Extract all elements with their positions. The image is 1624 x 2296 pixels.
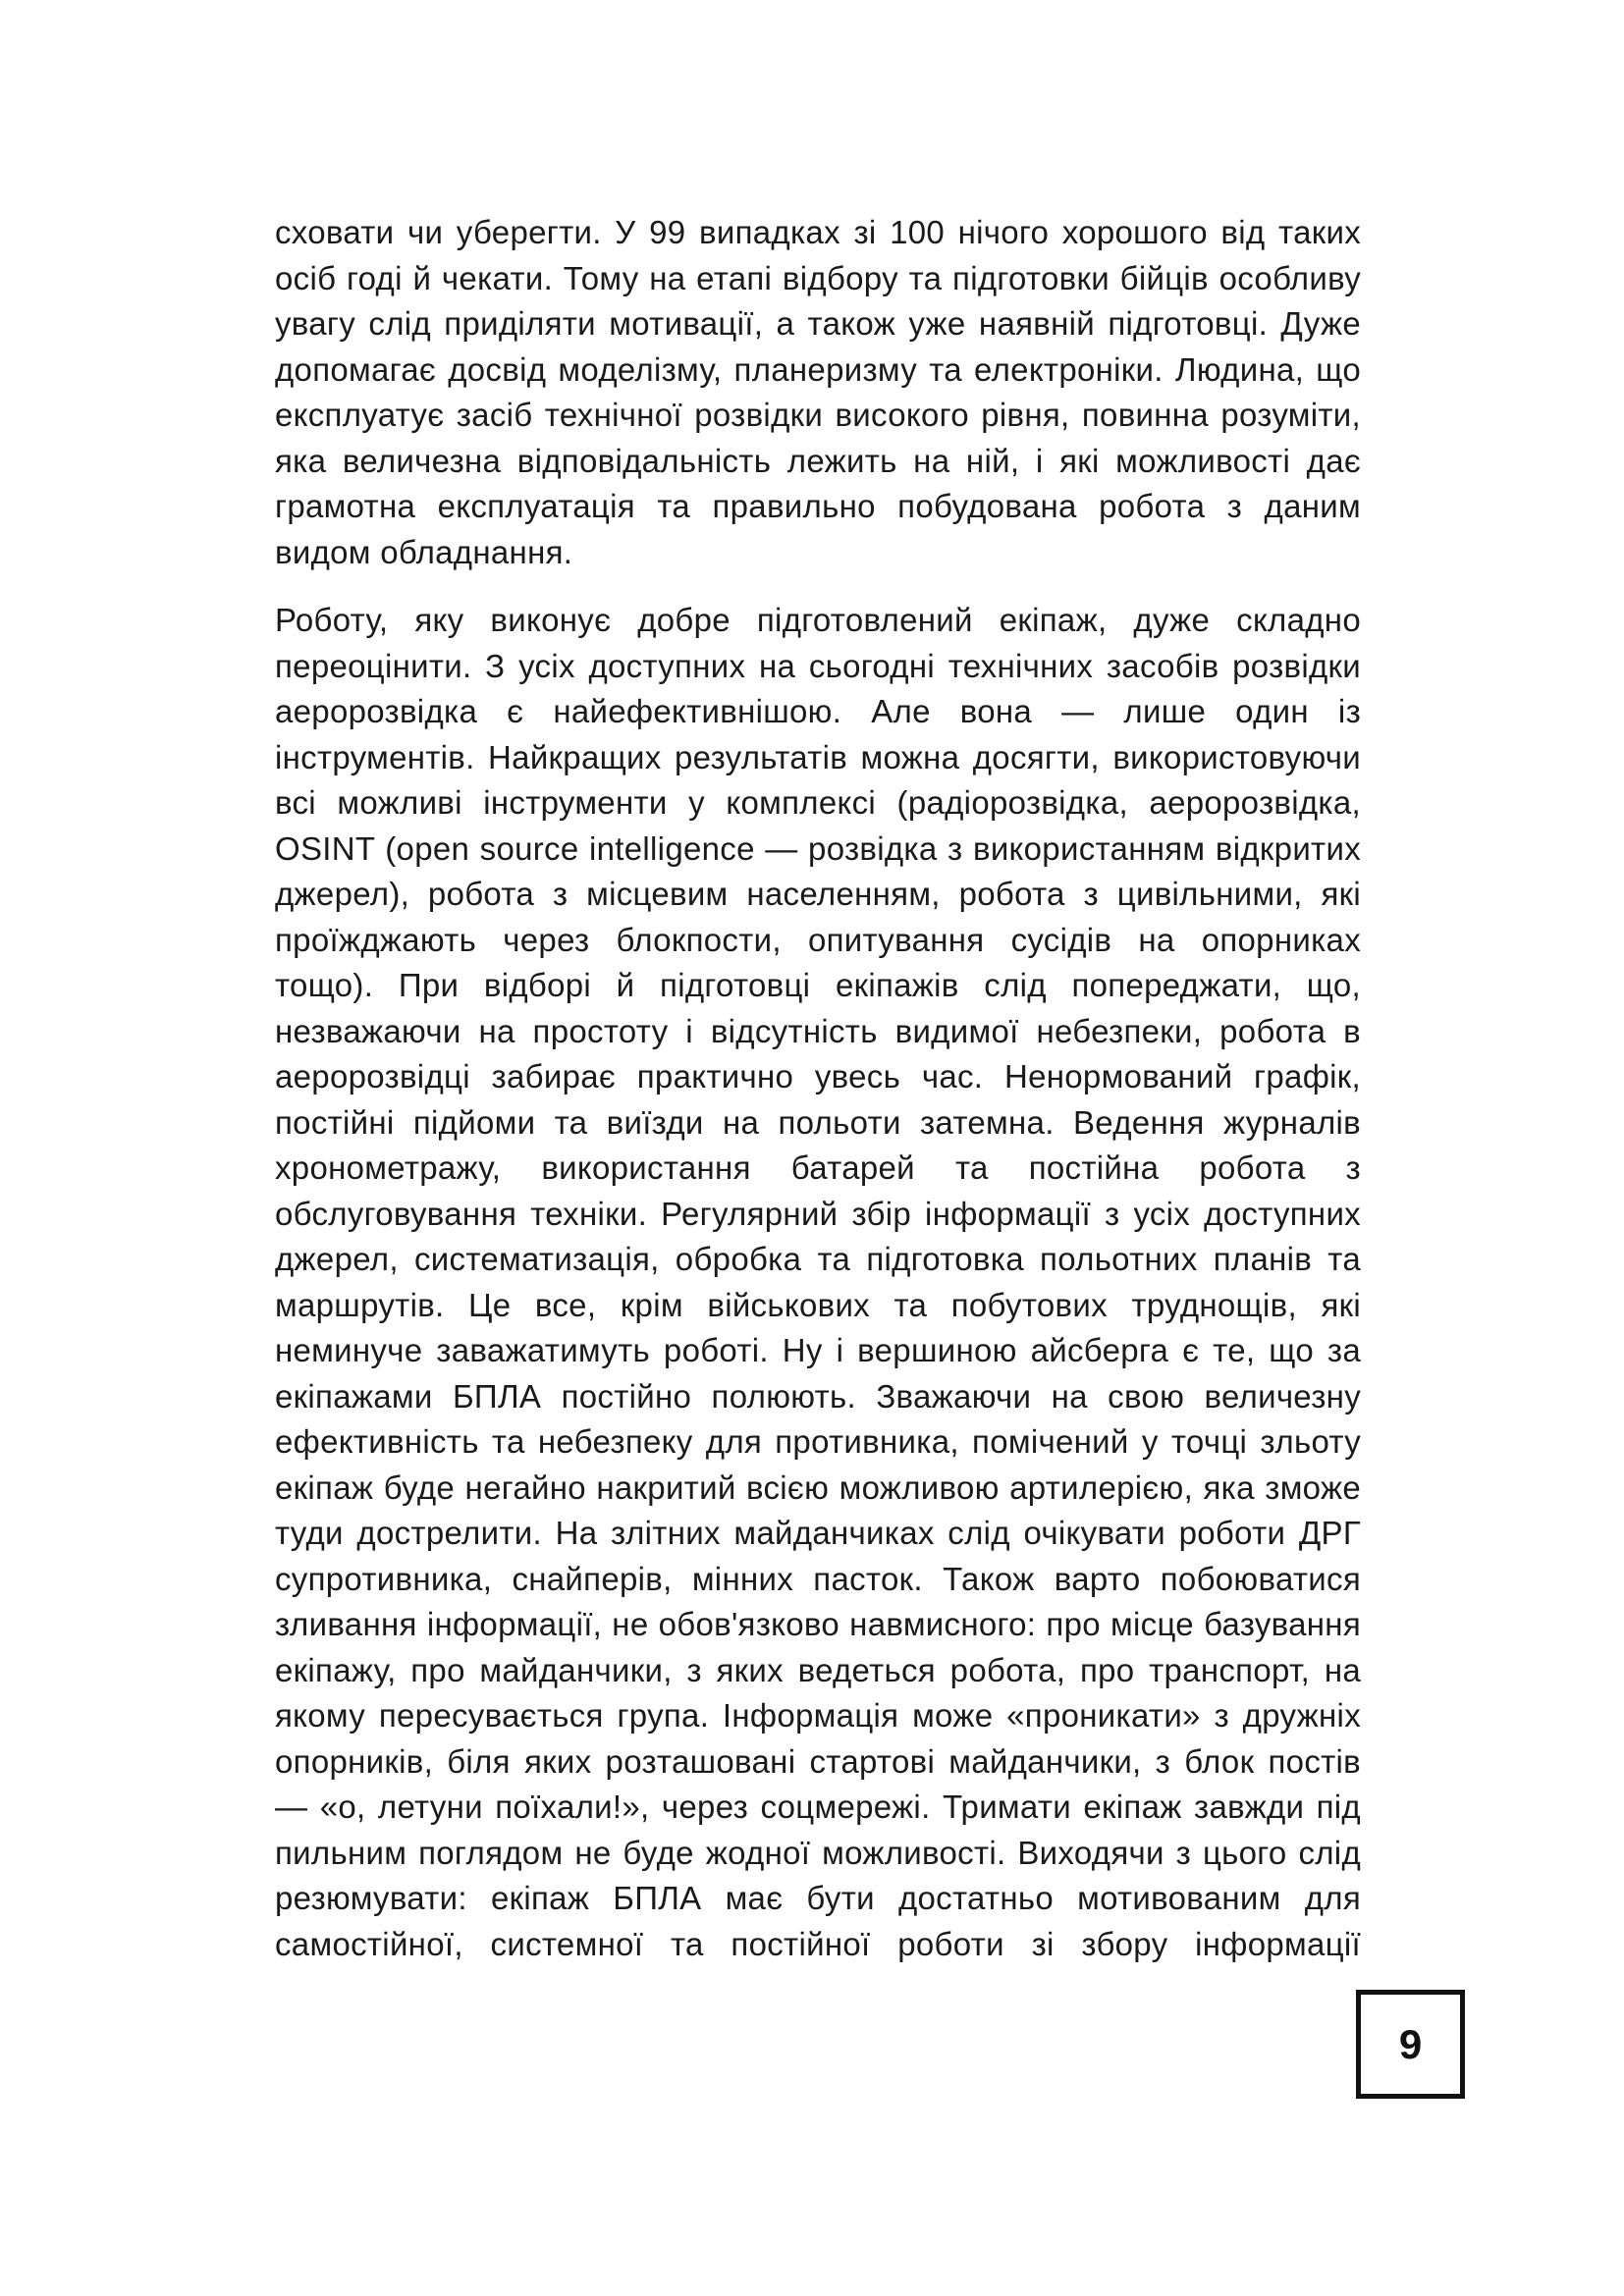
page-number: 9 — [1398, 2020, 1423, 2067]
body-text — [275, 210, 1361, 1967]
page-number-box — [1356, 1990, 1465, 2099]
paragraph-2: Роботу, яку виконує добре підготовлений екіпаж, дуже складно переоцінити. З усіх доступних на сьогодні технічних засобів розвідки аеророзвідка є найефективнішою. Але вона — лише один із інструментів. Найкращих результатів можна досягти, використовуючи всі можливі інструменти у комплексі (радіорозвідка, аеророзвідка, OSINT (open source intelligence — розвідка з використанням відкритих джерел), робота з місцевим населенням, робота з цивільними, які проїжджають через блокпости, опитування сусідів на опорниках тощо). При відборі й підготовці екіпажів слід попереджати, що, незважаючи на простоту і відсутність видимої небезпеки, робота в аеророзвідці забирає практично увесь час. Ненормований графік, постійні підйоми та виїзди на польоти затемна. Ведення журналів хронометражу, використання батарей та постійна робота з обслуговування техніки. Регулярний збір інформації з усіх доступних джерел, систематизація, обробка та підготовка польотних планів та маршрутів. Це все, крім військових та побутових труднощів, які неминуче заважатимуть роботі. Ну і вершиною айсберга є те, що за екіпажами БПЛА постійно полюють. Зважаючи на свою величезну ефективність та небезпеку для противника, помічений у точці зльоту екіпаж буде негайно накритий всією можливою артилерією, яка зможе туди дострелити. На злітних майданчиках слід очікувати роботи ДРГ супротивника, снайперів, мінних пасток. Також варто побоюватися зливання інформації, не обов'язково навмисного: про місце базування екіпажу, про майданчики, з яких ведеться робота, про транспорт, на якому пересувається група. Інформація може «проникати» з дружніх опорників, біля яких розташовані стартові майданчики, з блок постів — «о, летуни поїхали!», через соцмережі. Тримати екіпаж завжди під пильним поглядом не буде жодної можливості. Виходячи з цього слід резюмувати: екіпаж БПЛА має бути достатньо мотивованим для самостійної, системної та постійної роботи зі збору інформації — [275, 602, 1361, 1962]
paragraph-1: сховати чи уберегти. У 99 випадках зі 100 нічого хорошого від таких осіб годі й чекати. Тому на етапі відбору та підготовки бійців особливу увагу слід приділяти мотивації, а також уже наявній підготовці. Дуже допомагає досвід моделізму, планеризму та електроніки. Людина, що експлуатує засіб технічної розвідки високого рівня, повинна розуміти, яка величезна відповідальність лежить на ній, і які можливості дає грамотна експлуатація та правильно побудована робота з даним видом обладнання. — [275, 214, 1361, 570]
